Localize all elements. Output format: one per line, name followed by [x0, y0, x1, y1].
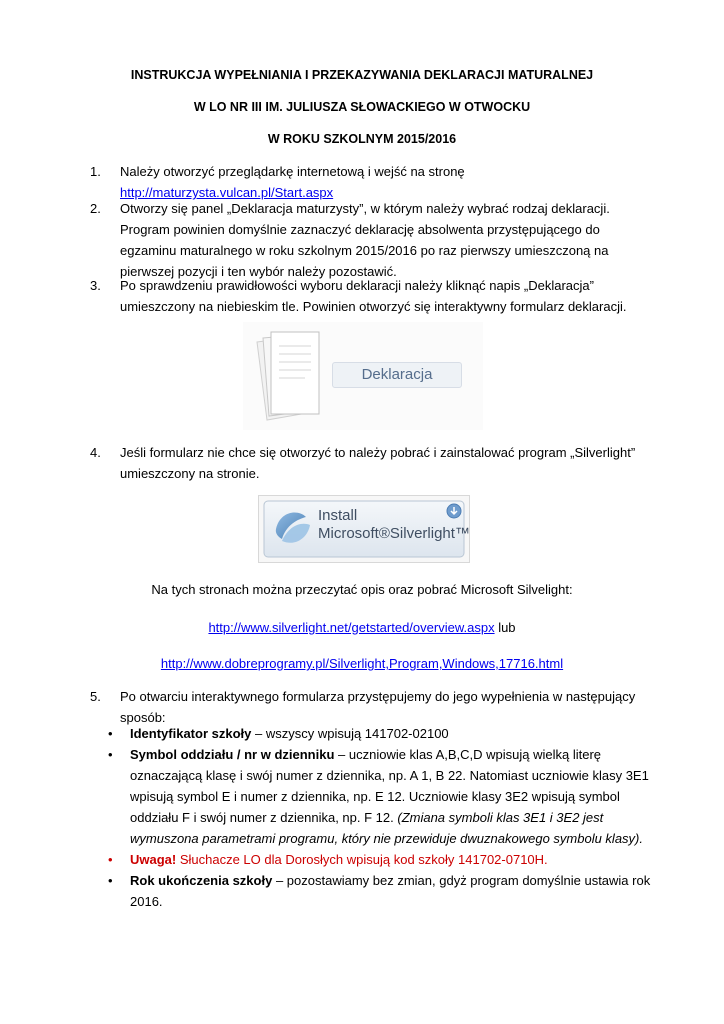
- silverlight-product-text: Microsoft®Silverlight™: [318, 525, 470, 542]
- bullet-text: – wszyscy wpisują 141702-02100: [251, 726, 449, 741]
- bullet-italic: (Zmiana symboli klas 3E1 i 3E2 jest wymuszona parametrami programu, który nie przewiduje dwuznakowego symbolu klasy).: [130, 810, 643, 846]
- silverlight-net-link[interactable]: http://www.silverlight.net/getstarted/overview.aspx: [208, 620, 495, 635]
- step-number: 2.: [90, 201, 101, 216]
- list-item: [108, 723, 660, 744]
- vulcan-link[interactable]: http://maturzysta.vulcan.pl/Start.aspx: [120, 185, 334, 200]
- step-number: 4.: [90, 445, 101, 460]
- list-item-warning: [108, 849, 660, 870]
- step-text: Po sprawdzeniu prawidłowości wyboru deklaracji należy kliknąć napis „Deklaracja” umieszczony na niebieskim tle. Powinien otworzyć się interaktywny formularz deklaracji.: [120, 278, 627, 314]
- step-text: Otworzy się panel „Deklaracja maturzysty”, w którym należy wybrać rodzaj deklaracji. Program powinien domyślnie zaznaczyć deklarację absolwenta przystępującego do egzaminu maturalnego w roku szkolnym 2015/2016 po raz pierwszy umieszczoną na pierwszej pozycji i ten wybór należy pozostawić.: [120, 201, 610, 279]
- document-title-line-3: W ROKU SZKOLNYM 2015/2016: [267, 132, 457, 146]
- bullet-icon: •: [108, 747, 113, 762]
- bullet-icon: •: [108, 873, 113, 888]
- bullet-bold: Uwaga!: [130, 852, 177, 867]
- bullet-text: Słuchacze LO dla Dorosłych wpisują kod szkoły 141702-0710H.: [176, 852, 548, 867]
- step-number: 5.: [90, 689, 101, 704]
- document-title-line-2: W LO NR III IM. JULIUSZA SŁOWACKIEGO W OTWOCKU: [193, 100, 531, 114]
- link-suffix: lub: [494, 620, 516, 635]
- deklaracja-button[interactable]: Deklaracja: [332, 362, 462, 388]
- step-text: Po otwarciu interaktywnego formularza przystępujemy do jego wypełnienia w następujący sposób:: [120, 689, 636, 725]
- bullet-icon: •: [108, 852, 113, 867]
- list-item: [108, 744, 660, 849]
- bullet-bold: Symbol oddziału / nr w dzienniku: [130, 747, 335, 762]
- instructions-bullet-list: [108, 723, 660, 912]
- document-title-line-1: INSTRUKCJA WYPEŁNIANIA I PRZEKAZYWANIA DEKLARACJI MATURALNEJ: [130, 68, 594, 82]
- bullet-bold: Identyfikator szkoły: [130, 726, 252, 741]
- install-silverlight-button[interactable]: [258, 495, 470, 563]
- silverlight-info-text: Na tych stronach można przeczytać opis oraz pobrać Microsoft Silvelight:: [151, 582, 573, 597]
- bullet-icon: •: [108, 726, 113, 741]
- step-number: 3.: [90, 278, 101, 293]
- dobreprogramy-link[interactable]: http://www.dobreprogramy.pl/Silverlight,Program,Windows,17716.html: [160, 656, 564, 671]
- dobreprogramy-link-line: [0, 656, 724, 671]
- bullet-text: – pozostawiamy bez zmian, gdyż program domyślnie ustawia rok 2016.: [130, 873, 651, 909]
- step-text: Jeśli formularz nie chce się otworzyć to należy pobrać i zainstalować program „Silverlight” umieszczony na stronie.: [120, 445, 636, 481]
- bullet-bold: Rok ukończenia szkoły: [130, 873, 273, 888]
- list-item: [108, 870, 660, 912]
- silverlight-link-line: [0, 620, 724, 635]
- step-text: Należy otworzyć przeglądarkę internetową i wejść na stronę: [120, 164, 465, 179]
- bullet-text: – uczniowie klas A,B,C,D wpisują wielką literę oznaczającą klasę i swój numer z dziennika, np. A 1, B 22. Natomiast uczniowie klasy 3E1 wpisują symbol E i numer z dziennika, np. E 12. Uczniowie klasy 3E2 wpisują symbol oddziału F i swój numer z dziennika, np. F 12.: [130, 747, 649, 825]
- silverlight-install-text: Install: [318, 507, 358, 524]
- step-number: 1.: [90, 164, 101, 179]
